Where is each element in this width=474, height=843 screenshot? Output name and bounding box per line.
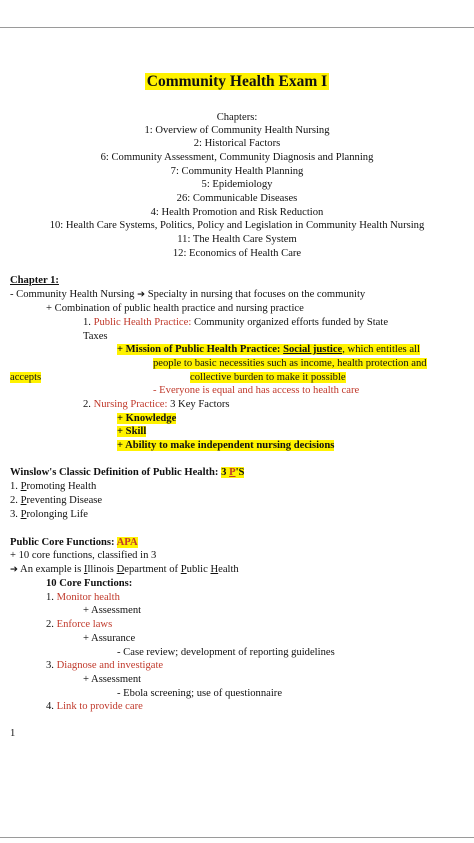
core-function-item: 4. Link to provide care: [46, 701, 143, 712]
social-justice: Social justice: [283, 344, 343, 355]
chapter-item: 1: Overview of Community Health Nursing: [144, 125, 330, 136]
chapter1-heading: Chapter 1:: [10, 275, 59, 286]
core-function-sub: + Assurance: [83, 633, 136, 644]
chapter-item: 10: Health Care Systems, Politics, Policy and Legislation in Community Health Nursing: [49, 220, 425, 231]
public-health-practice-cont: Taxes: [83, 331, 108, 342]
page-number: 1: [10, 728, 16, 739]
chapter-item: 5: Epidemiology: [201, 179, 273, 190]
core-function-item: 2. Enforce laws: [46, 619, 113, 630]
chapter1-combination: + Combination of public health practice and nursing practice: [46, 303, 304, 314]
winslow-heading: Winslow's Classic Definition of Public Health: 3 P'S: [10, 467, 245, 478]
core-function-detail: - Ebola screening; use of questionnaire: [117, 688, 283, 699]
document-title: [0, 73, 474, 91]
chapter-item: 26: Communicable Diseases: [176, 193, 298, 204]
chapter-item: 7: Community Health Planning: [170, 166, 304, 177]
core-functions-heading: Public Core Functions: APA: [10, 537, 138, 548]
everyone-equal-note: - Everyone is equal and has access to health care: [153, 385, 360, 396]
key-factor: + Knowledge: [117, 413, 177, 424]
core-function-sub: + Assessment: [83, 674, 142, 685]
winslow-item: 1. Promoting Health: [10, 481, 97, 492]
ten-core-functions-heading: 10 Core Functions:: [46, 578, 133, 589]
right-arrow-icon: ➔: [10, 564, 18, 575]
core-function-detail: - Case review; development of reporting guidelines: [117, 647, 335, 658]
title-text: Community Health Exam I: [146, 73, 328, 90]
nursing-practice-item: 2. Nursing Practice: 3 Key Factors: [83, 399, 230, 410]
key-factor: + Ability to make independent nursing decisions: [117, 440, 335, 451]
chapter-item: 11: The Health Care System: [177, 234, 297, 245]
nursing-practice-label: Nursing Practice:: [93, 399, 168, 410]
chapter-item: 12: Economics of Health Care: [172, 248, 302, 259]
core-function-item: 1. Monitor health: [46, 592, 120, 603]
page-top-border: [0, 27, 474, 28]
chapter-item: 2: Historical Factors: [193, 138, 281, 149]
mission-line-2: people to basic necessities such as income, health protection and: [153, 358, 427, 369]
public-health-practice-label: Public Health Practice:: [93, 317, 192, 328]
winslow-item: 2. Preventing Disease: [10, 495, 103, 506]
apa-acronym: APA: [116, 537, 138, 548]
core-function-sub: + Assessment: [83, 605, 142, 616]
page-bottom-border: [0, 837, 474, 838]
right-arrow-icon: ➔: [137, 289, 146, 300]
winslow-item: 3. Prolonging Life: [10, 509, 89, 520]
core-count-line: + 10 core functions, classified in 3: [10, 550, 157, 561]
key-factor: + Skill: [117, 426, 147, 437]
mission-line-3: collective burden to make it possible: [190, 372, 346, 383]
core-example-line: ➔ An example is Illinois Department of Public Health: [10, 564, 239, 575]
mission-accepts: accepts: [10, 372, 42, 383]
mission-line-1: + Mission of Public Health Practice: Social justice, which entitles all: [117, 344, 420, 355]
chapter-item: 4: Health Promotion and Risk Reduction: [150, 207, 324, 218]
three-ps-badge: 3 P'S: [221, 467, 245, 478]
mission-label: + Mission of Public Health Practice:: [117, 344, 281, 355]
chapters-heading: Chapters:: [216, 112, 258, 123]
chapter-item: 6: Community Assessment, Community Diagnosis and Planning: [100, 152, 374, 163]
chapter1-definition: - Community Health Nursing ➔ Specialty in nursing that focuses on the community: [10, 289, 366, 300]
public-health-practice-item: 1. Public Health Practice: Community organized efforts funded by State: [83, 317, 389, 328]
core-function-item: 3. Diagnose and investigate: [46, 660, 164, 671]
